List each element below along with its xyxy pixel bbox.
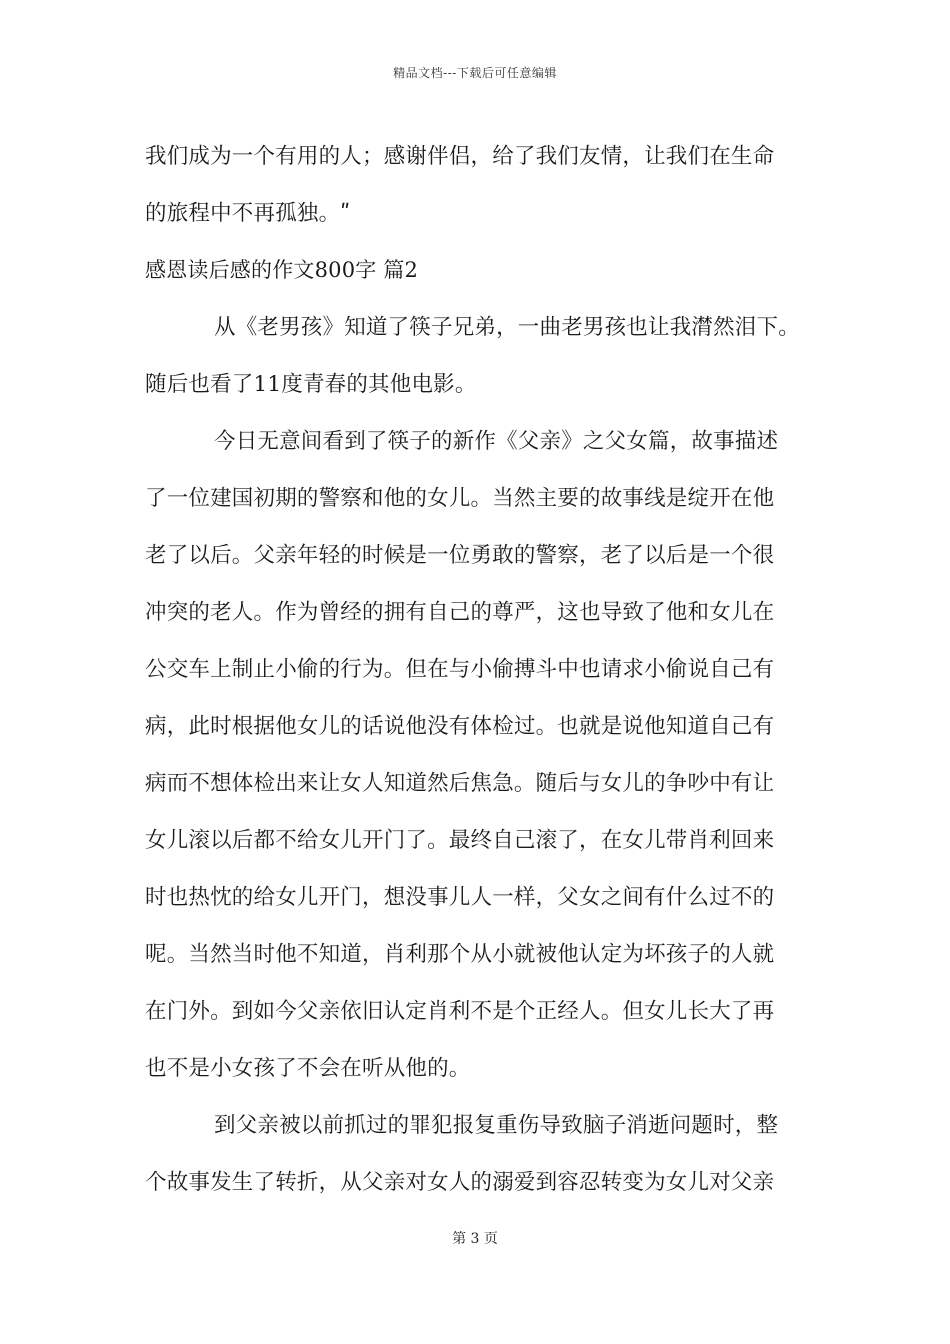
- text-line: 我们成为一个有用的人；感谢伴侣，给了我们友情，让我们在生命: [145, 144, 775, 169]
- paragraph-start-line: 从《老男孩》知道了筷子兄弟，一曲老男孩也让我潸然泪下。: [214, 315, 800, 340]
- page-number: 第 3 页: [452, 1231, 498, 1247]
- text-line: 女儿滚以后都不给女儿开门了。最终自己滚了，在女儿带肖利回来: [145, 828, 775, 853]
- text-line: 冲突的老人。作为曾经的拥有自己的尊严，这也导致了他和女儿在: [145, 600, 775, 625]
- text-line: 也不是小女孩了不会在听从他的。: [145, 1056, 471, 1081]
- text-line: 老了以后。父亲年轻的时候是一位勇敢的警察，老了以后是一个很: [145, 543, 775, 568]
- text-line: 呢。当然当时他不知道，肖利那个从小就被他认定为坏孩子的人就: [145, 942, 775, 967]
- text-line: 公交车上制止小偷的行为。但在与小偷搏斗中也请求小偷说自己有: [145, 657, 775, 682]
- text-line: 随后也看了11度青春的其他电影。: [145, 372, 477, 397]
- text-line: 时也热忱的给女儿开门，想没事儿人一样，父女之间有什么过不的: [145, 885, 775, 910]
- text-line: 病，此时根据他女儿的话说他没有体检过。也就是说他知道自己有: [145, 714, 775, 739]
- page-header: 精品文档---下载后可任意编辑: [393, 66, 557, 80]
- text-line: 病而不想体检出来让女人知道然后焦急。随后与女儿的争吵中有让: [145, 771, 775, 796]
- text-line: 了一位建国初期的警察和他的女儿。当然主要的故事线是绽开在他: [145, 486, 775, 511]
- text-line: 的旅程中不再孤独。ʺ: [145, 201, 351, 226]
- section-heading: 感恩读后感的作文800字 篇2: [145, 258, 419, 282]
- text-line: 个故事发生了转折，从父亲对女人的溺爱到容忍转变为女儿对父亲: [145, 1170, 775, 1195]
- document-body: [145, 128, 825, 1211]
- paragraph-start-line: 今日无意间看到了筷子的新作《父亲》之父女篇，故事描述: [214, 429, 779, 454]
- text-line: 在门外。到如今父亲依旧认定肖利不是个正经人。但女儿长大了再: [145, 999, 775, 1024]
- paragraph-start-line: 到父亲被以前抓过的罪犯报复重伤导致脑子消逝问题时，整: [214, 1113, 779, 1138]
